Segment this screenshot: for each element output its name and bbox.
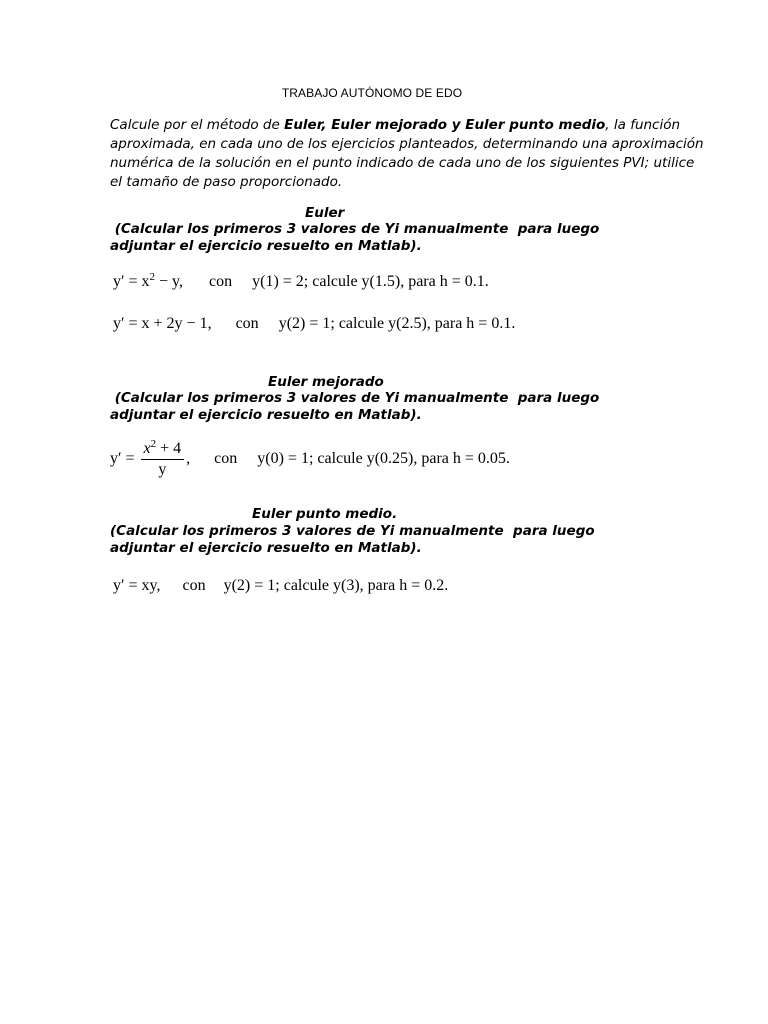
equation-condition: y(2) = 1; calcule y(2.5), para h = 0.1. [278,315,516,332]
instruction-line: (Calcular los primeros 3 valores de Yi manualmente para luego [110,523,595,539]
equation-exponent: 2 [149,271,156,283]
equation-condition: y(1) = 2; calcule y(1.5), para h = 0.1. [252,273,489,290]
equation-con: con [209,273,233,290]
equation-lhs: y′ = xy, [113,577,161,594]
section-instruction-euler-punto-medio [110,523,730,557]
fraction-numerator [141,440,185,460]
equation-condition: y(0) = 1; calcule y(0.25), para h = 0.05. [257,450,510,468]
instruction-line: adjuntar el ejercicio resuelto en Matlab). [110,238,422,254]
intro-paragraph [110,116,710,192]
intro-text-start: Calcule por el método de [110,117,285,133]
instruction-line: (Calcular los primeros 3 valores de Yi manualmente para luego [110,221,600,237]
numerator-rest: + 4 [156,440,182,457]
section-instruction-euler [110,221,730,255]
fraction-denominator: y [158,461,167,478]
numerator-base: x [143,440,151,457]
section-heading-euler-mejorado: Euler mejorado [268,374,384,390]
equation-lhs: y′ = [110,450,135,468]
intro-text-end: , la función aproximada, en cada uno de los ejercicios planteados, determinando una aproximación numérica de la solución en el punto indicado de cada uno de los siguientes PVI; utilice el tamaño de paso proporcionado. [110,117,704,190]
equation-con: con [235,315,259,332]
equation-rhs: − y, [155,273,184,290]
intro-methods: Euler, Euler mejorado y Euler punto medio [284,117,606,133]
equation-lhs: y′ = x + 2y − 1, [113,315,212,332]
equation-fraction [141,440,185,479]
equation-condition: y(2) = 1; calcule y(3), para h = 0.2. [223,577,449,594]
section-instruction-euler-mejorado [110,390,730,424]
equation-euler-punto-medio-1 [113,576,448,596]
instruction-line: (Calcular los primeros 3 valores de Yi manualmente para luego [110,390,600,406]
equation-euler-mejorado-1 [110,440,510,479]
equation-euler-2 [113,314,515,334]
instruction-line: adjuntar el ejercicio resuelto en Matlab). [110,540,422,556]
equation-con: con [182,577,206,594]
equation-euler-1 [113,272,489,292]
section-heading-euler-punto-medio: Euler punto medio. [252,506,398,522]
equation-con: con [214,450,238,468]
instruction-line: adjuntar el ejercicio resuelto en Matlab). [110,407,422,423]
equation-comma: , [186,450,191,468]
section-heading-euler: Euler [305,205,345,221]
numerator-exponent: 2 [150,438,157,450]
document-title: TRABAJO AUTÓNOMO DE EDO [281,86,463,100]
equation-lhs: y′ = x [113,273,150,290]
